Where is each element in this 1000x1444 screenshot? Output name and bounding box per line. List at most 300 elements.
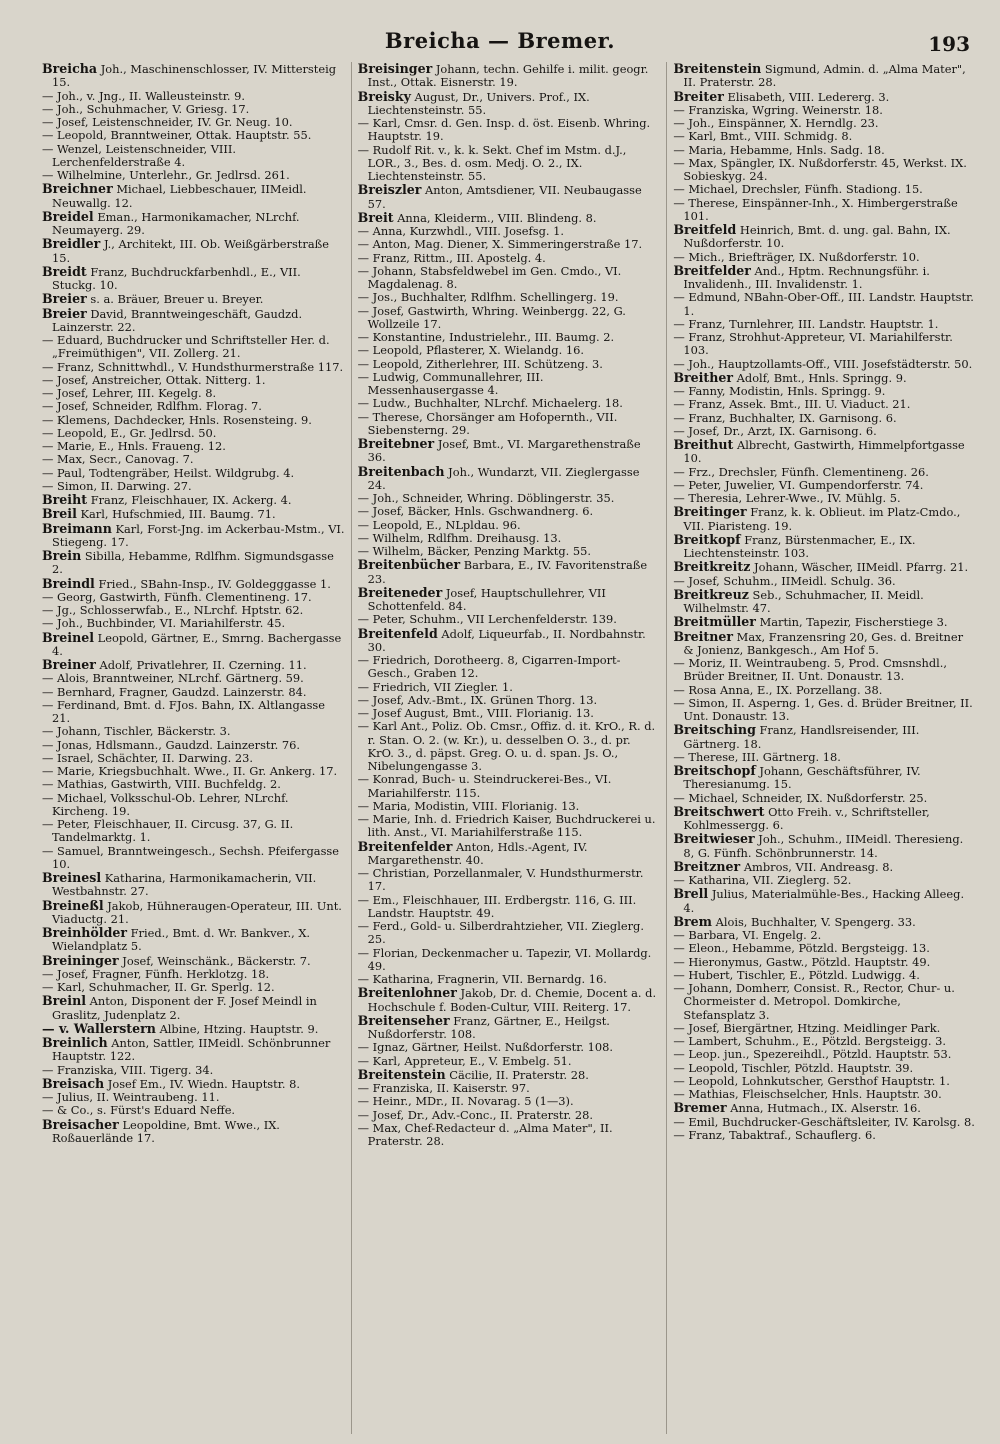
entry-details: — Mich., Briefträger, IX. Nußdorferstr. 10. [673,249,920,264]
entry-surname: Breitenbach [357,463,445,479]
directory-entry [42,467,345,480]
entry-details: — Johann, Domherr, Consist. R., Rector, Chur- u. Chormeister d. Metropol. Domkirche, Stefansplatz 3. [673,981,955,1022]
entry-details: Barbara, E., IV. Favoritenstraße 23. [367,558,648,586]
entry-details: — Karl Ant., Poliz. Ob. Cmsr., Offiz. d. it. KrO., R. d. r. Stan. O. 2. (w. Kr.), u. desselben O. 3., d. pr. KrO. 3., d. päpst. Greg. O. u. d. span. Js. O., Nibelungengasse 3. [357,719,656,773]
directory-entry [42,143,345,170]
entry-details: — Joh., Schuhmacher, V. Griesg. 17. [42,101,250,116]
directory-entry [673,1088,976,1101]
entry-surname: Breitenseher [357,1012,450,1028]
directory-entry [42,414,345,427]
directory-entry [42,453,345,466]
directory-entry [42,493,345,507]
entry-surname: Breitenfelder [357,838,453,854]
entry-details: Ambros, VII. Andreasg. 8. [743,859,894,874]
directory-entry [673,887,976,915]
directory-entry [42,994,345,1022]
entry-details: Joh., Wundarzt, VII. Zieglergasse 24. [367,464,640,492]
entry-surname: Breisky [357,88,411,104]
directory-entry [42,129,345,142]
entry-surname: Breicha [42,62,98,76]
entry-surname: Breier [42,291,87,307]
directory-entry [42,361,345,374]
entry-details: — Peter, Juwelier, VI. Gumpendorferstr. 74. [673,477,924,492]
entry-details: David, Branntweingeschäft, Gaudzd. Lainzerstr. 22. [52,306,303,334]
directory-entry [358,1041,661,1054]
directory-entry [673,1101,976,1115]
entry-details: — Alois, Branntweiner, NLrchf. Gärtnerg. 59. [42,671,304,686]
entry-details: — Josef, Schneider, Rdlfhm. Florag. 7. [42,399,262,414]
directory-entry [42,778,345,791]
entry-details: — Michael, Drechsler, Fünfh. Stadiong. 15. [673,182,923,197]
entry-surname: Breiter [673,88,724,104]
entry-details: J., Architekt, III. Ob. Weißgärberstraße 15. [52,237,329,265]
directory-entry [358,252,661,265]
entry-details: Anton, Amtsdiener, VII. Neubaugasse 57. [367,183,642,211]
entry-surname: Breiteneder [357,584,443,600]
directory-entry [673,560,976,574]
directory-entry [42,1036,345,1064]
directory-entry [673,929,976,942]
directory-entry [358,613,661,626]
entry-details: Anna, Hutmach., IX. Alserstr. 16. [730,1101,921,1116]
entry-details: — Leopold, Tischler, Pötzld. Hauptstr. 39. [673,1060,914,1075]
entry-surname: Breitwieser [673,831,755,847]
directory-entry [42,871,345,899]
directory-entry [42,116,345,129]
entry-surname: Bremer [673,1100,727,1116]
directory-entry [42,981,345,994]
entry-surname: Breitschwert [673,803,765,819]
entry-details: — Josef, Adv.-Bmt., IX. Grünen Thorg. 13. [357,692,598,707]
directory-entry [673,358,976,371]
entry-details: Karl, Hufschmied, III. Baumg. 71. [80,507,276,522]
directory-entry [42,617,345,630]
entry-details: — Josef August, Bmt., VIII. Florianig. 13. [357,706,594,720]
directory-entry [673,223,976,251]
directory-entry [673,318,976,331]
entry-details: — Joh., Buchbinder, VI. Mariahilferstr. 45. [42,616,286,631]
directory-entry [673,144,976,157]
directory-entry [42,725,345,738]
entry-details: — Katharina, VII. Zieglerg. 52. [673,873,852,887]
entry-details: — Hieronymus, Gastw., Pötzld. Hauptstr. 49. [673,954,931,969]
entry-details: Josef Em., IV. Wiedn. Hauptstr. 8. [107,1076,300,1091]
entry-details: Adolf, Liqueurfab., II. Nordbahnstr. 30. [367,626,646,654]
entry-details: — Paul, Todtengräber, Heilst. Wildgrubg. 4. [42,465,295,480]
directory-entry [673,764,976,792]
directory-entry [673,874,976,887]
directory-entry [358,707,661,720]
entry-details: — Simon, II. Darwing. 27. [42,478,192,493]
directory-entry [42,699,345,726]
entry-details: Franz, k. k. Oblieut. im Platz-Cmdo., VII. Piaristeng. 19. [683,505,961,533]
directory-entry [42,765,345,778]
entry-details: Josef, Weinschänk., Bäckerstr. 7. [122,953,311,968]
directory-entry [358,947,661,974]
directory-entry [358,225,661,238]
entry-details: — Friedrich, Dorotheerg. 8, Cigarren-Import-Gesch., Graben 12. [357,653,621,681]
directory-entry [358,265,661,292]
entry-surname: Breithut [673,437,734,452]
entry-details: — Anna, Kurzwhdl., VIII. Josefsg. 1. [357,224,564,238]
entry-surname: Breitebner [357,436,435,451]
directory-entry [358,986,661,1014]
entry-details: — Ludwig, Communallehrer, III. Messenhausergasse 4. [357,369,544,397]
entry-surname: Breisinger [357,62,433,76]
entry-details: — Maria, Modistin, VIII. Florianig. 13. [357,798,580,813]
entry-details: Joh., Schuhm., IIMeidl. Theresieng. 8, G. Fünfh. Schönbrunnerstr. 14. [683,832,964,860]
entry-details: — Christian, Porzellanmaler, V. Hundsthurmerstr. 17. [357,866,644,894]
directory-entry [673,751,976,764]
entry-surname: Breinesl [42,870,102,885]
entry-surname: Breidel [42,208,94,224]
directory-entry [358,920,661,947]
entry-details: — Karl, Cmsr. d. Gen. Insp. d. öst. Eisenb. Whring. Hauptstr. 19. [357,116,651,144]
column-middle [351,62,667,1434]
directory-entry [42,307,345,335]
directory-entry [42,577,345,591]
entry-details: — Samuel, Branntweingesch., Sechsh. Pfeifergasse 10. [42,843,340,871]
directory-entry [42,549,345,577]
entry-details: — Friedrich, VII Ziegler. 1. [357,679,513,694]
directory-entry [42,210,345,238]
entry-details: — Franz, Tabaktraf., Schauflerg. 6. [673,1127,876,1142]
entry-details: Jakob, Hühneraugen-Operateur, III. Unt. Viaductg. 21. [52,898,342,926]
entry-details: Johann, Wäscher, IIMeidl. Pfarrg. 21. [754,560,969,575]
entry-surname: Breitkreuz [673,586,749,602]
directory-entry [673,588,976,616]
running-head: Breicha — Bremer. [384,28,616,53]
entry-details: Joh., Maschinenschlosser, IV. Mittersteig 15. [52,62,337,90]
entry-details: — Eleon., Hebamme, Pötzld. Bergsteigg. 13. [673,941,930,956]
entry-details: Heinrich, Bmt. d. ung. gal. Bahn, IX. Nußdorferstr. 10. [683,223,951,251]
entry-details: Fried., SBahn-Insp., IV. Goldegggasse 1. [98,576,331,591]
entry-details: — Edmund, NBahn-Ober-Off., III. Landstr. Hauptstr. 1. [673,290,974,318]
entry-surname: Breinhölder [42,925,128,940]
entry-surname: Breidt [42,263,87,279]
entry-surname: Breitenstein [673,62,762,76]
directory-entry [673,331,976,358]
directory-entry [358,1014,661,1042]
entry-details: Eman., Harmonikamacher, NLrchf. Neumayerg. 29. [52,209,300,237]
directory-entry [673,62,976,90]
entry-details: — Franziska, VIII. Tigerg. 34. [42,1062,214,1077]
directory-entry [358,894,661,921]
directory-entry [42,400,345,413]
entry-details: Franz, Bürstenmacher, E., IX. Liechtensteinstr. 103. [683,532,916,560]
entry-details: — Peter, Fleischhauer, II. Circusg. 37, G. II. Tandelmarktg. 1. [42,817,294,845]
entry-details: — Leopold, Lohnkutscher, Gersthof Hauptstr. 1. [673,1073,950,1088]
directory-entry [673,575,976,588]
directory-entry [358,586,661,614]
entry-details: — Em., Fleischhauer, III. Erdbergstr. 116, G. III. Landstr. Hauptstr. 49. [357,892,637,920]
entry-details: — Josef, Anstreicher, Ottak. Nitterg. 1. [42,372,266,387]
entry-surname: Breitenlohner [357,985,457,1001]
directory-entry [358,331,661,344]
directory-entry [673,956,976,969]
directory-entry [42,739,345,752]
directory-entry [358,813,661,840]
directory-entry [358,505,661,518]
page-number: 193 [928,32,970,56]
directory-entry [358,183,661,211]
directory-entry [358,90,661,118]
directory-entry [358,437,661,465]
entry-details: — Leopold, E., Gr. Jedlrsd. 50. [42,425,217,440]
entry-details: — Rudolf Rit. v., k. k. Sekt. Chef im Mstm. d.J., LOR., 3., Bes. d. osm. Medj. O. 2., IX. Liechtensteinstr. 55. [357,142,627,183]
entry-details: Alois, Buchhalter, V. Spengerg. 33. [715,914,916,929]
directory-entry [358,720,661,773]
directory-entry [42,686,345,699]
directory-entry [673,615,976,629]
entry-details: — Karl, Schuhmacher, II. Gr. Sperlg. 12. [42,980,275,994]
entry-details: — Therese, Einspänner-Inh., X. Himbergerstraße 101. [673,195,958,223]
entry-details: Fried., Bmt. d. Wr. Bankver., X. Wielandplatz 5. [52,926,311,954]
directory-entry [42,440,345,453]
entry-details: — Franziska, II. Kaiserstr. 97. [357,1081,530,1095]
directory-entry [673,197,976,224]
entry-details: — Konstantine, Industrielehr., III. Baumg. 2. [357,330,615,344]
entry-surname: Breitkreitz [673,559,751,575]
directory-entry [673,398,976,411]
directory-entry [358,465,661,493]
entry-surname: Breier [42,305,87,321]
entry-details: — Therese, Chorsänger am Hofopernth., VII. Siebensterng. 29. [357,409,618,437]
directory-entry [673,1062,976,1075]
entry-details: — Leopold, E., NLpldau. 96. [357,517,521,532]
entry-details: — Franz, Rittm., III. Apostelg. 4. [357,250,546,265]
directory-entry [673,438,976,466]
directory-entry [42,899,345,927]
directory-entry [42,507,345,521]
entry-details: — & Co., s. Fürst's Eduard Neffe. [42,1103,236,1118]
entry-details: — Franz, Strohhut-Appreteur, VI. Mariahilferstr. 103. [673,330,953,358]
directory-entry [358,344,661,357]
entry-details: Otto Freih. v., Schriftsteller, Kohlmessergg. 6. [683,804,930,832]
entry-details: — Michael, Volksschul-Ob. Lehrer, NLrchf. Kircheng. 19. [42,790,289,818]
entry-details: August, Dr., Univers. Prof., IX. Liechtensteinstr. 55. [367,89,590,117]
entry-surname: Breitinger [673,504,747,520]
directory-entry [358,305,661,332]
entry-details: Sibilla, Hebamme, Rdlfhm. Sigmundsgasse 2. [52,549,334,577]
entry-surname: Breitschopf [673,763,756,778]
entry-details: Seb., Schuhmacher, II. Meidl. Wilhelmstr. 47. [683,587,924,615]
entry-details: Anton, Disponent der F. Josef Meindl in Graslitz, Judenplatz 2. [52,994,317,1022]
directory-entry [42,1022,345,1036]
entry-surname: Breisacher [42,1116,119,1132]
directory-entry [42,604,345,617]
directory-entry [673,1116,976,1129]
directory-entry [673,969,976,982]
entry-details: — Eduard, Buchdrucker und Schriftsteller Her. d. „Freimüthigen", VII. Zollerg. 21. [42,333,330,361]
entry-details: Sigmund, Admin. d. „Alma Mater", II. Praterstr. 28. [683,62,966,90]
entry-details: — Josef, Lehrer, III. Kegelg. 8. [42,386,217,400]
directory-entry [673,860,976,874]
directory-entry [673,371,976,385]
entry-details: — Fanny, Modistin, Hnls. Springg. 9. [673,384,886,398]
entry-details: — Israel, Schächter, II. Darwing. 23. [42,750,253,765]
directory-entry [42,374,345,387]
directory-entry [358,371,661,398]
directory-entry [42,591,345,604]
directory-entry [358,238,661,251]
directory-entry [358,211,661,225]
entry-details: Franz, Gärtner, E., Heilgst. Nußdorferstr. 108. [367,1013,610,1041]
entry-details: Johann, techn. Gehilfe i. milit. geogr. Inst., Ottak. Eisnerstr. 19. [367,62,649,90]
entry-details: — Klemens, Dachdecker, Hnls. Rosensteing. 9. [42,412,312,427]
entry-details: — Peter, Schuhm., VII Lerchenfelderstr. 139. [357,612,617,627]
directory-entry [42,1118,345,1146]
entry-details: — Simon, II. Asperng. 1, Ges. d. Brüder Breitner, II. Unt. Donaustr. 13. [673,695,973,723]
entry-details: Franz, Fleischhauer, IX. Ackerg. 4. [90,493,292,507]
entry-details: — Franz, Buchhalter, IX. Garnisong. 6. [673,410,897,425]
column-left [36,62,351,1434]
directory-entry [673,805,976,833]
entry-details: And., Hptm. Rechnungsführ. i. Invalidenh., III. Invalidenstr. 1. [683,263,930,291]
directory-entry [42,480,345,493]
directory-entry [42,292,345,306]
entry-details: Leopold, Gärtner, E., Smrng. Bachergasse 4. [52,630,342,658]
entry-details: Cäcilie, II. Praterstr. 28. [449,1067,589,1082]
entry-details: — Joh., Schneider, Whring. Döblingerstr. 35. [357,491,615,505]
entry-details: — Marie, E., Hnls. Fraueng. 12. [42,439,226,453]
entry-details: Anton, Sattler, IIMeidl. Schönbrunner Hauptstr. 122. [52,1036,331,1064]
entry-details: Elisabeth, VIII. Ledererg. 3. [727,89,890,104]
entry-details: — Moriz, II. Weintraubeng. 5, Prod. Cmsnshdl., Brüder Breitner, II. Unt. Donaustr. 13. [673,656,948,684]
directory-entry [42,169,345,182]
entry-surname: Breinel [42,629,95,645]
column-right [666,62,982,1434]
entry-details: Franz, Handlsreisender, III. Gärtnerg. 18. [683,723,920,751]
entry-surname: Brell [673,886,709,902]
entry-surname: Breitsching [673,722,756,738]
directory-entry [42,752,345,765]
entry-details: — Ignaz, Gärtner, Heilst. Nußdorferstr. 108. [357,1040,614,1055]
directory-entry [42,1064,345,1077]
directory-entry [673,1075,976,1088]
directory-entry [358,1068,661,1082]
entry-details: Albrecht, Gastwirth, Himmelpfortgasse 10. [683,438,965,466]
directory-entry [42,926,345,954]
entry-details: — Rosa Anna, E., IX. Porzellang. 38. [673,682,883,697]
directory-entry [358,291,661,304]
directory-entry [673,1022,976,1035]
entry-surname: Breitenstein [357,1066,446,1082]
entry-details: — Barbara, VI. Engelg. 2. [673,928,822,942]
directory-entry [42,265,345,293]
directory-entry [42,792,345,819]
entry-details: — Wilhelmine, Unterlehr., Gr. Jedlrsd. 261. [42,168,290,182]
entry-details: — Karl, Bmt., VIII. Schmidg. 8. [673,129,853,144]
directory-entry [673,492,976,505]
directory-entry [673,157,976,184]
entry-details: Karl, Forst-Jng. im Ackerbau-Mstm., VI. Stiegeng. 17. [52,521,345,549]
directory-entry [42,90,345,103]
directory-entry [358,681,661,694]
directory-entry [673,183,976,196]
entry-surname: Breinl [42,993,87,1009]
entry-details: — Johann, Stabsfeldwebel im Gen. Cmdo., VI. Magdalenag. 8. [357,263,622,291]
directory-entry [673,291,976,318]
directory-entry [673,385,976,398]
directory-entry [673,505,976,533]
directory-entry [673,425,976,438]
entry-details: — Theresia, Lehrer-Wwe., IV. Mühlg. 5. [673,491,901,505]
entry-details: — Wenzel, Leistenschneider, VIII. Lerchenfelderstraße 4. [42,141,237,169]
directory-entry [673,466,976,479]
directory-entry [358,519,661,532]
directory-entry [42,818,345,845]
entry-details: — Joh., Hauptzollamts-Off., VIII. Josefstädterstr. 50. [673,356,973,371]
entry-surname: Breindl [42,575,95,591]
entry-details: — Katharina, Fragnerin, VII. Bernardg. 16. [357,972,607,986]
entry-details: — Emil, Buchdrucker-Geschäftsleiter, IV. Karolsg. 8. [673,1114,975,1129]
entry-details: — Mathias, Fleischselcher, Hnls. Hauptstr. 30. [673,1087,942,1101]
directory-entry [673,657,976,684]
directory-entry [358,654,661,681]
directory-entry [358,867,661,894]
directory-entry [673,1035,976,1048]
directory-entry [358,144,661,184]
entry-details: Franz, Buchdruckfarbenhdl., E., VII. Stuckg. 10. [52,264,301,292]
entry-details: — Josef, Bäcker, Hnls. Gschwandnerg. 6. [357,504,594,519]
entry-surname: Breitfelder [673,262,751,278]
directory-entry [673,90,976,104]
entry-details: Josef, Bmt., VI. Margarethenstraße 36. [367,437,641,465]
directory-entry [42,62,345,90]
entry-details: Josef, Hauptschullehrer, VII Schottenfeld. 84. [367,585,606,613]
entry-details: — Konrad, Buch- u. Steindruckerei-Bes., VI. Mariahilferstr. 115. [357,772,612,800]
directory-entry [42,968,345,981]
entry-details: — Franz, Assek. Bmt., III. U. Viaduct. 21. [673,397,911,412]
directory-entry [673,915,976,929]
entry-details: — Franz, Turnlehrer, III. Landstr. Hauptstr. 1. [673,316,939,331]
directory-entry [358,840,661,868]
directory-entry [42,182,345,210]
directory-entry [42,1104,345,1117]
entry-details: — Jos., Buchhalter, Rdlfhm. Schellingerg. 19. [357,290,619,305]
entry-surname: Breimann [42,520,112,536]
directory-entry [42,334,345,361]
entry-details: — Ludw., Buchhalter, NLrchf. Michaelerg. 18. [357,396,623,411]
entry-details: — Josef, Dr., Adv.-Conc., II. Praterstr. 28. [357,1107,594,1122]
entry-details: — Bernhard, Fragner, Gaudzd. Lainzerstr. 84. [42,684,307,699]
entry-details: Anna, Kleiderm., VIII. Blindeng. 8. [397,210,597,225]
directory-entry [673,723,976,751]
entry-details: — Wilhelm, Bäcker, Penzing Marktg. 55. [357,544,592,558]
entry-details: — Karl, Appreteur, E., V. Embelg. 51. [357,1053,572,1068]
entry-details: — Michael, Schneider, IX. Nußdorferstr. 25. [673,790,928,805]
entry-details: — Mathias, Gastwirth, VIII. Buchfeldg. 2. [42,777,281,792]
entry-details: Katharina, Harmonikamacherin, VII. Westbahnstr. 27. [52,871,317,899]
entry-surname: Breitfeld [673,222,737,237]
entry-surname: Breitzner [673,858,741,874]
entry-details: — Leopold, Branntweiner, Ottak. Hauptstr. 55. [42,128,312,143]
directory-entry [42,1077,345,1091]
directory-entry [358,411,661,438]
directory-entry [673,130,976,143]
directory-entry [42,845,345,872]
entry-details: Leopoldine, Bmt. Wwe., IX. Roßauerlände 17. [52,1117,280,1145]
directory-entry [673,1048,976,1061]
directory-entry [358,1095,661,1108]
directory-entry [42,954,345,968]
entry-surname: Breineßl [42,897,104,913]
entry-details: — Josef, Leistenschneider, IV. Gr. Neug. 10. [42,115,293,129]
directory-entry [673,982,976,1022]
directory-entry [358,773,661,800]
entry-surname: Breitkopf [673,531,741,547]
